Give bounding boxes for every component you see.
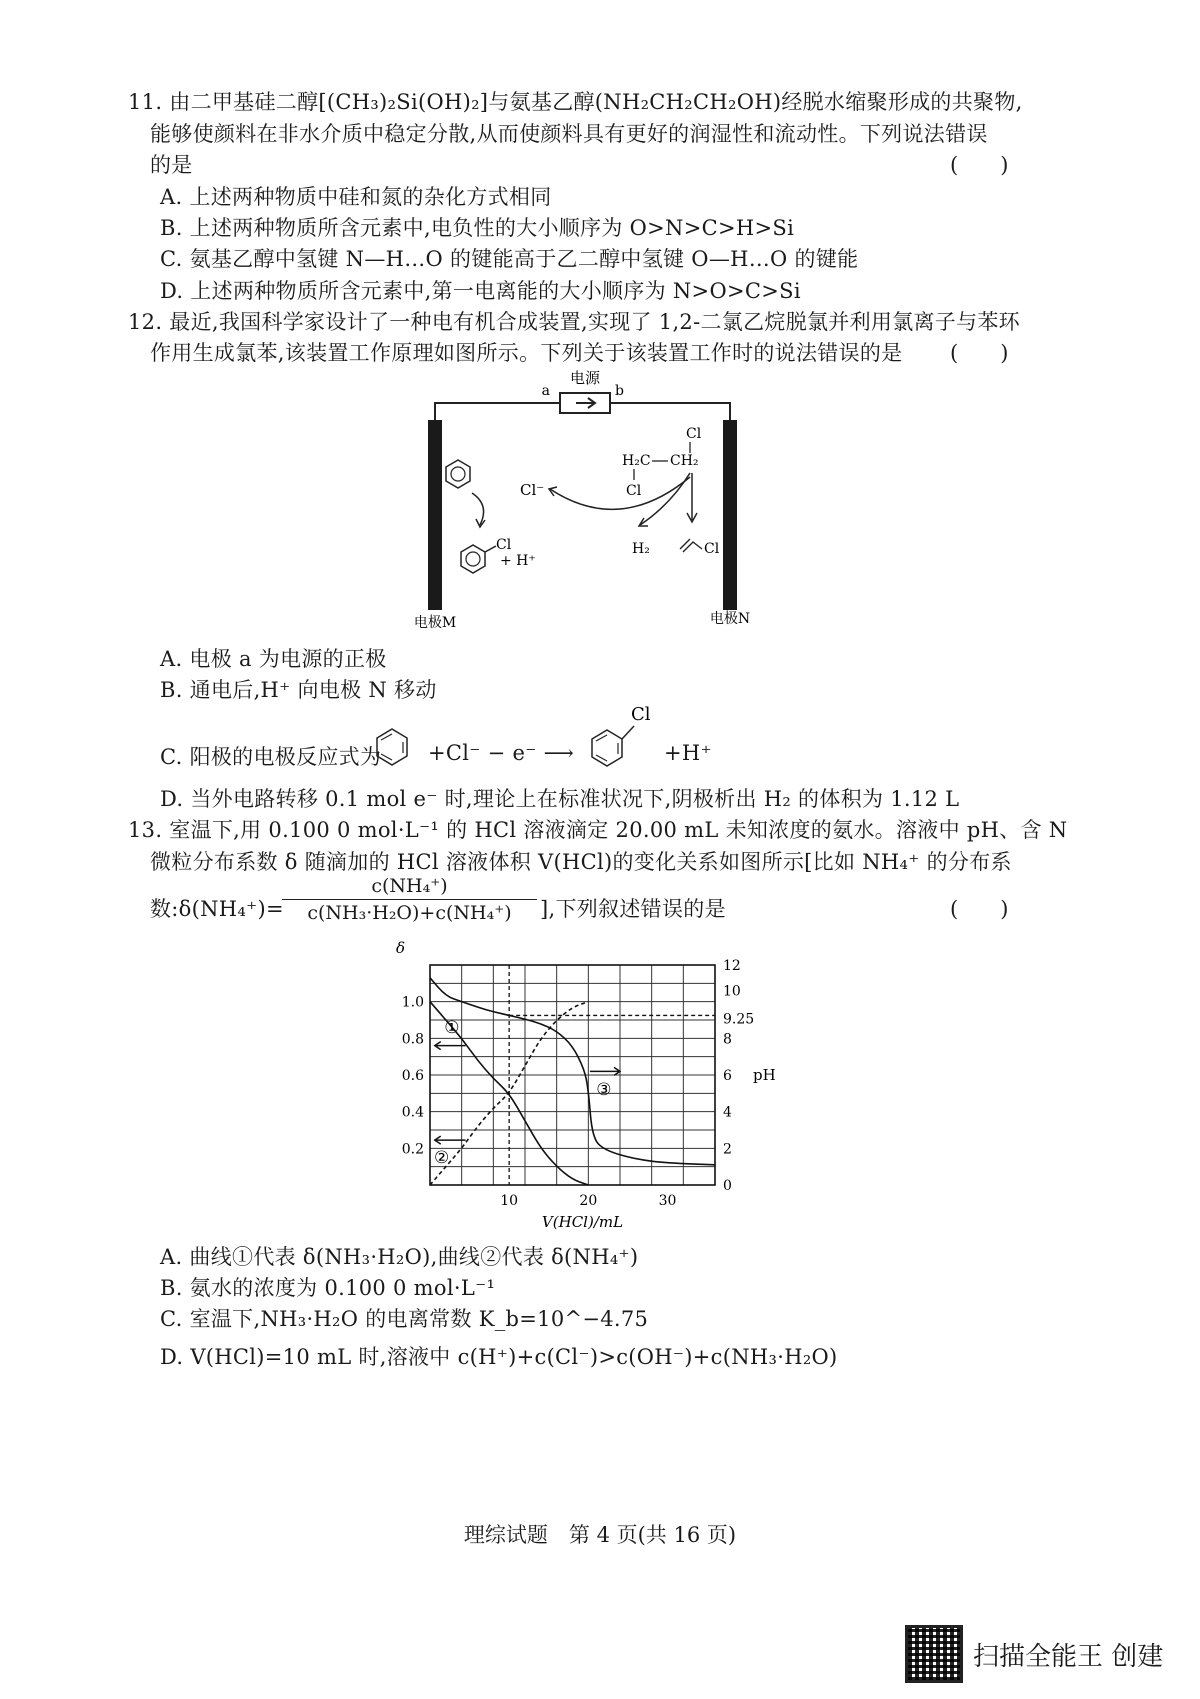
curve-1-label: ① xyxy=(444,1017,460,1038)
y2-tick-label: 4 xyxy=(723,1104,732,1121)
option-c-chlorobenzene-icon xyxy=(579,700,659,772)
curve-3-label: ③ xyxy=(596,1080,612,1101)
q12-option-c-suffix: +H⁺ xyxy=(664,741,712,765)
q12-option-d: D. 当外电路转移 0.1 mol e⁻ 时,理论上在标准状况下,阴极析出 H₂ 的体积为 1.12 L xyxy=(160,787,960,811)
y2-tick-label: 0 xyxy=(723,1178,732,1194)
x-tick-label: 30 xyxy=(658,1193,677,1209)
q11-option-d: D. 上述两种物质所含元素中,第一电离能的大小顺序为 N>O>C>Si xyxy=(160,279,801,303)
chart-ticks xyxy=(402,958,754,1209)
q13-option-b: B. 氨水的浓度为 0.100 0 mol·L⁻¹ xyxy=(160,1276,496,1300)
dce-h2c: H₂C xyxy=(622,453,651,469)
fraction-denominator: c(NH₃·H₂O)+c(NH₄⁺) xyxy=(307,902,512,924)
q13-line2: 微粒分布系数 δ 随滴加的 HCl 溶液体积 V(HCl)的变化关系如图所示[比如 NH₄⁺ 的分布系 xyxy=(150,850,1012,874)
x-tick-label: 20 xyxy=(579,1193,598,1209)
cl-migration-arrow xyxy=(550,477,690,509)
electrode-n xyxy=(723,420,737,610)
x-tick-label: 10 xyxy=(500,1193,519,1209)
scanner-watermark xyxy=(905,1625,1163,1683)
curve-2-label: ② xyxy=(433,1148,450,1168)
q11-line3: 的是 xyxy=(150,153,193,177)
cl-ion-label: Cl⁻ xyxy=(520,481,545,499)
q13-line3-prefix: 数:δ(NH₄⁺)= xyxy=(150,897,284,921)
wire-left xyxy=(435,403,560,420)
benzene-icon xyxy=(446,460,470,488)
option-c-benzene-icon xyxy=(373,725,411,771)
power-label: 电源 xyxy=(569,369,601,387)
y2-tick-label: 10 xyxy=(723,983,741,1000)
y-tick-label: 0.4 xyxy=(401,1104,424,1121)
chlorobenzene-cl: Cl xyxy=(496,537,512,553)
y-tick-label: 0.8 xyxy=(401,1031,424,1048)
q12-option-a: A. 电极 a 为电源的正极 xyxy=(160,647,387,671)
q12-answer-paren: ( ) xyxy=(950,341,1009,365)
y2-tick-label: 2 xyxy=(723,1141,732,1158)
page-footer: 理综试题 第 4 页(共 16 页) xyxy=(463,1523,737,1547)
curve-series-3 xyxy=(430,978,715,1165)
q13-line3-suffix: ],下列叙述错误的是 xyxy=(540,897,726,921)
terminal-a-label: a xyxy=(541,383,550,399)
q13-line1: 13. 室温下,用 0.100 0 mol·L⁻¹ 的 HCl 溶液滴定 20.00 mL 未知浓度的氨水。溶液中 pH、含 N xyxy=(128,818,1068,842)
q11-option-b: B. 上述两种物质所含元素中,电负性的大小顺序为 O>N>C>H>Si xyxy=(160,216,795,240)
fraction-numerator: c(NH₄⁺) xyxy=(371,875,448,897)
chart-axes xyxy=(396,939,776,1231)
y-tick-label: 0.6 xyxy=(401,1068,424,1084)
y2-tick-label: 8 xyxy=(723,1031,732,1048)
electrolysis-diagram xyxy=(400,365,800,635)
dce-cl-top: Cl xyxy=(686,426,702,442)
qr-code-icon xyxy=(905,1625,963,1683)
vinyl-chloride-icon xyxy=(680,539,702,552)
electrode-n-label: 电极N xyxy=(709,611,751,627)
q13-option-d: D. V(HCl)=10 mL 时,溶液中 c(H⁺)+c(Cl⁻)>c(OH⁻)+c(NH₃·H₂O) xyxy=(160,1345,838,1369)
y-axis-label: δ xyxy=(396,939,406,957)
option-c-cl: Cl xyxy=(631,704,651,725)
wire-right xyxy=(610,403,730,420)
q12-option-b: B. 通电后,H⁺ 向电极 N 移动 xyxy=(160,678,437,702)
terminal-b-label: b xyxy=(615,383,624,399)
q13-answer-paren: ( ) xyxy=(950,897,1009,921)
q12-line2: 作用生成氯苯,该装置工作原理如图所示。下列关于该装置工作时的说法错误的是 xyxy=(150,341,903,365)
scanner-text: 扫描全能王 创建 xyxy=(973,1641,1164,1672)
q11-answer-paren: ( ) xyxy=(950,153,1009,177)
chart-grid xyxy=(430,965,715,1185)
y2-tick-label: 12 xyxy=(723,958,741,974)
electrode-m xyxy=(428,420,442,610)
q12-line1: 12. 最近,我国科学家设计了一种电有机合成装置,实现了 1,2-二氯乙烷脱氯并利用氯离子与苯环 xyxy=(128,310,1020,334)
q11-option-a: A. 上述两种物质中硅和氮的杂化方式相同 xyxy=(160,185,552,209)
q11-line2: 能够使颜料在非水介质中稳定分散,从而使颜料具有更好的润湿性和流动性。下列说法错误 xyxy=(150,122,988,146)
y2-tick-label: 9.25 xyxy=(723,1011,755,1028)
titration-chart xyxy=(370,930,790,1235)
q12-option-c-middle: +Cl⁻ − e⁻ ⟶ xyxy=(428,741,575,765)
q12-option-c-prefix: C. 阳极的电极反应式为 xyxy=(160,745,382,769)
h-ion-label: + H⁺ xyxy=(500,553,536,569)
y-tick-label: 1.0 xyxy=(401,994,424,1011)
q11-option-c: C. 氨基乙醇中氢键 N—H…O 的键能高于乙二醇中氢键 O—H…O 的键能 xyxy=(160,247,859,271)
y2-tick-label: 6 xyxy=(723,1068,732,1084)
electrode-m-label: 电极M xyxy=(413,615,457,631)
dce-ch2: CH₂ xyxy=(670,453,699,469)
fraction xyxy=(282,875,537,924)
q11-line1: 11. 由二甲基硅二醇[(CH₃)₂Si(OH)₂]与氨基乙醇(NH₂CH₂CH₂OH)经脱水缩聚形成的共聚物, xyxy=(128,90,1023,114)
y2-axis-label: pH xyxy=(753,1066,776,1084)
chart-curves xyxy=(430,978,715,1185)
x-axis-label: V(HCl)/mL xyxy=(541,1213,624,1231)
q13-option-a: A. 曲线①代表 δ(NH₃·H₂O),曲线②代表 δ(NH₄⁺) xyxy=(160,1245,639,1269)
chlorobenzene-icon xyxy=(461,545,485,573)
vinyl-chloride-cl: Cl xyxy=(704,541,720,557)
h2-label: H₂ xyxy=(632,541,650,557)
y-tick-label: 0.2 xyxy=(401,1141,424,1158)
dce-cl-bottom: Cl xyxy=(626,483,642,499)
q13-option-c: C. 室温下,NH₃·H₂O 的电离常数 K_b=10^−4.75 xyxy=(160,1307,649,1331)
